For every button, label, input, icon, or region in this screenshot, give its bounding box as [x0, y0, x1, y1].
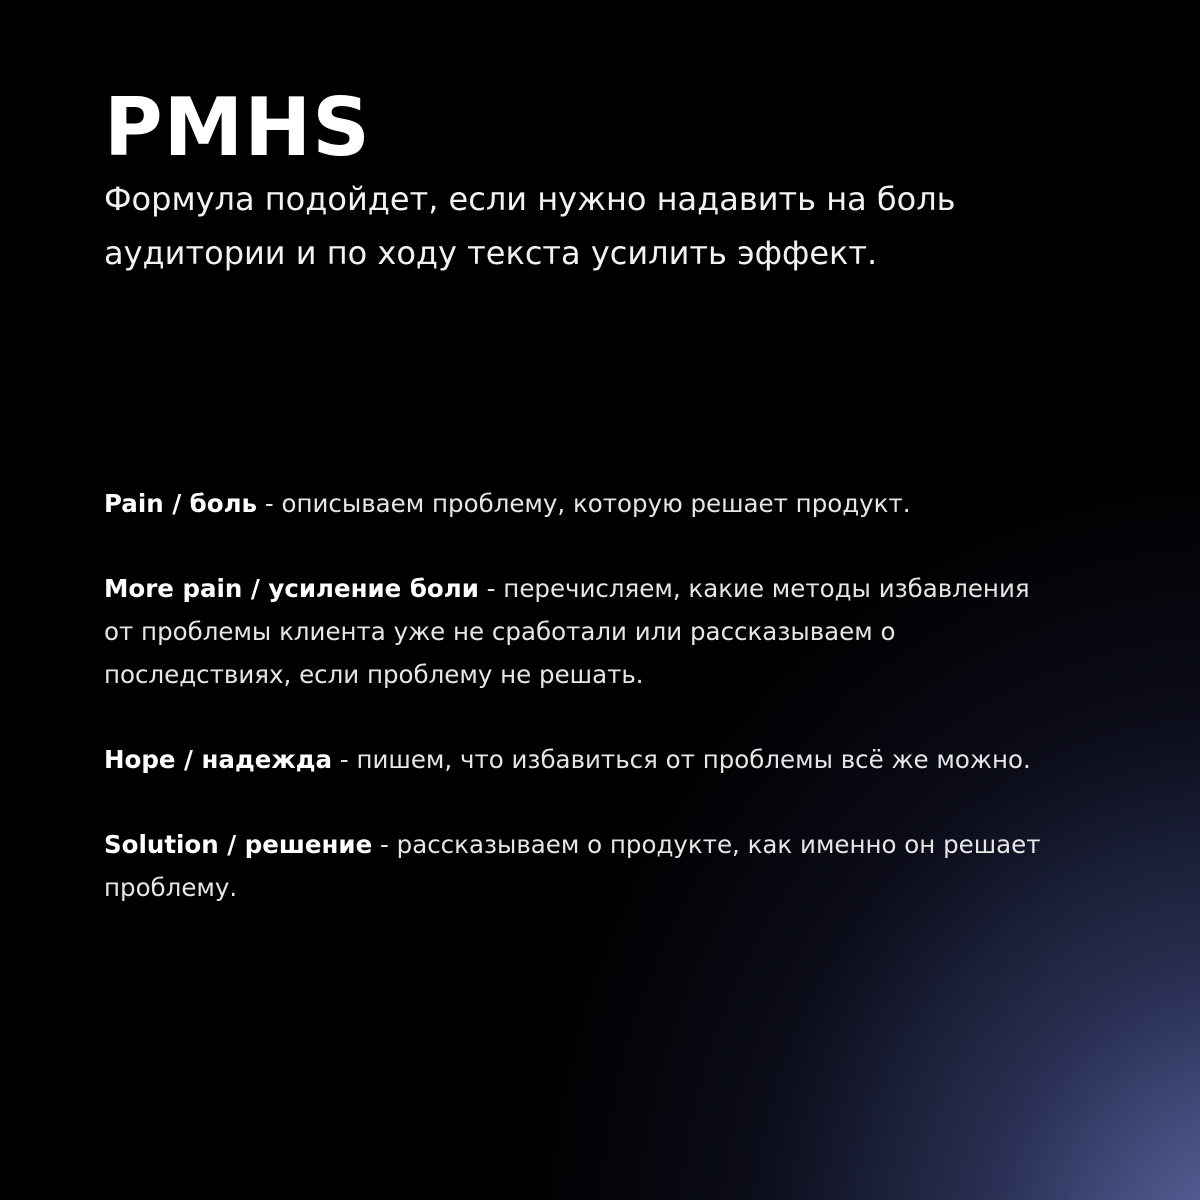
item-separator: - — [257, 489, 282, 518]
item-description: перечисляем, какие методы избавления от проблемы клиента уже не сработали или рассказываем о последствиях, если проблему не решать. — [104, 574, 1030, 689]
list-item-hope — [104, 738, 1064, 781]
item-term: More pain / усиление боли — [104, 574, 479, 603]
formula-list — [104, 482, 1064, 951]
item-description: рассказываем о продукте, как именно он решает проблему. — [104, 830, 1041, 902]
item-term: Solution / решение — [104, 830, 373, 859]
item-separator: - — [332, 745, 357, 774]
subtitle: Формула подойдет, если нужно надавить на боль аудитории и по ходу текста усилить эффект. — [104, 180, 956, 272]
item-description: пишем, что избавиться от проблемы всё же можно. — [356, 745, 1031, 774]
page-title: PMHS — [104, 81, 371, 174]
list-item-solution — [104, 823, 1064, 909]
item-separator: - — [372, 830, 397, 859]
list-item-pain — [104, 482, 1064, 525]
item-term: Pain / боль — [104, 489, 258, 518]
item-description: описываем проблему, которую решает продукт. — [281, 489, 911, 518]
item-separator: - — [478, 574, 504, 603]
list-item-more-pain — [104, 567, 1064, 696]
item-term: Hope / надежда — [104, 745, 333, 774]
